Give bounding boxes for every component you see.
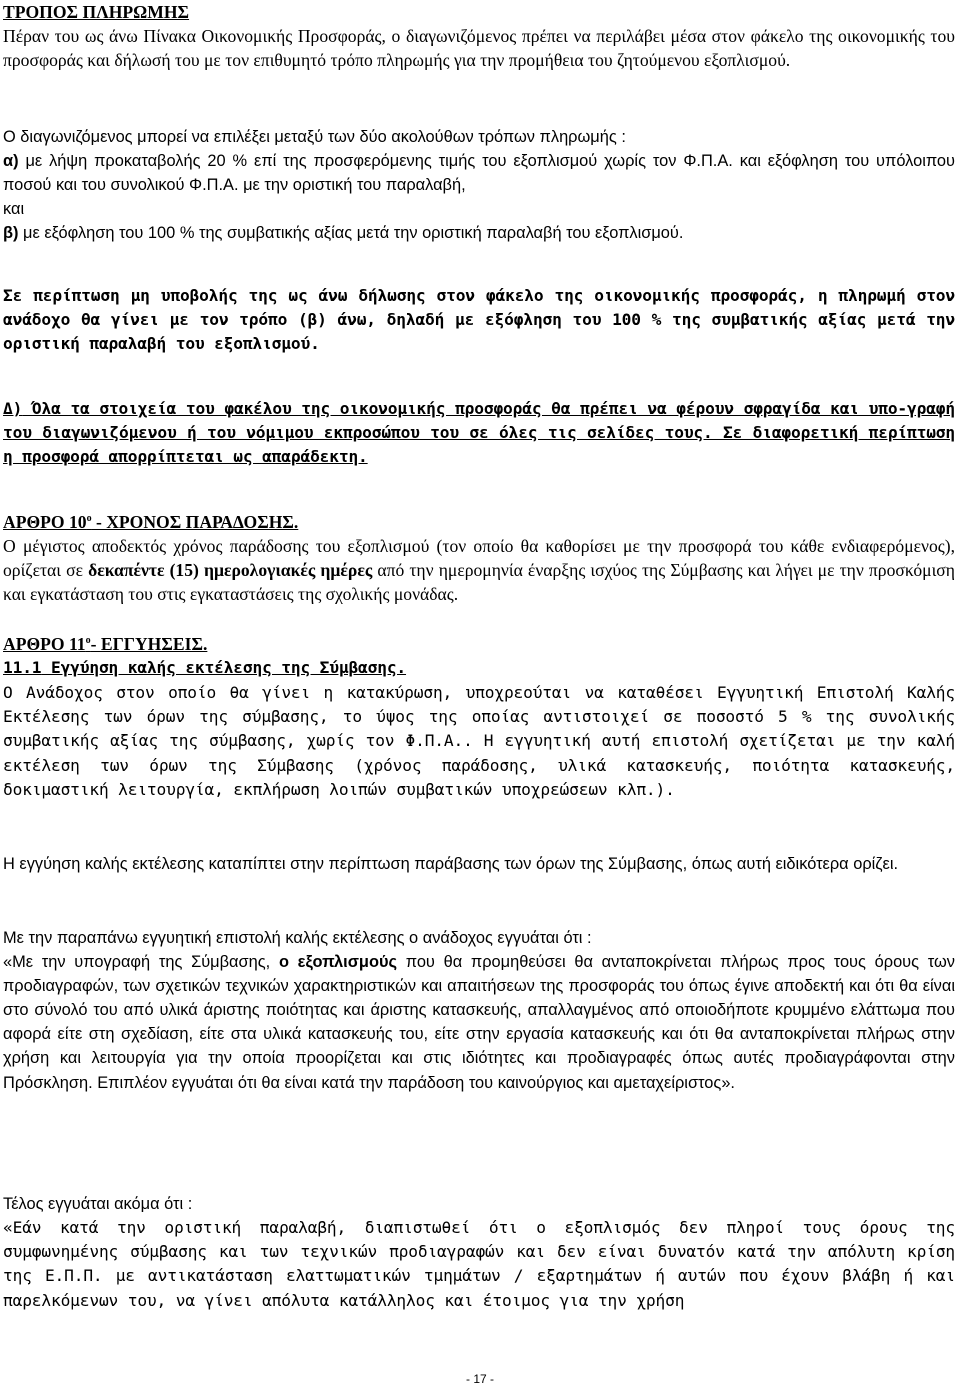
article-11-heading-suffix: - ΕΓΓΥΗΣΕΙΣ. <box>90 634 208 654</box>
no-declaration-paragraph <box>3 284 955 357</box>
guarantee-quote-2 <box>3 1216 955 1313</box>
quote1-before: «Με την υπογραφή της Σύμβασης, <box>3 953 279 972</box>
payment-intro-paragraph: Πέραν του ως άνω Πίνακα Οικονομικής Προσφοράς, ο διαγωνιζόμενος πρέπει να περιλάβει μέσα στον φάκελο της οικονομικής του προσφοράς και δήλωσή του με τον επιθυμητό τρόπο πληρωμής για την προμήθεια του ζητούμενου εξοπλισμού. <box>3 26 955 71</box>
article-11-paragraph-3 <box>3 926 955 1095</box>
guarantee-quote-1 <box>3 950 955 1095</box>
option-a-text: με λήψη προκαταβολής 20 % επί της προσφερόμενης τιμής του εξοπλισμού χωρίς τον Φ.Π.Α. και εξόφληση του υπόλοιπου ποσού και του συνολικού Φ.Π.Α. με την οριστική του παραλαβή, <box>3 152 955 195</box>
payment-options-block <box>3 125 955 245</box>
article-11-heading-sup: ο <box>85 635 91 646</box>
section-d-text <box>3 397 955 470</box>
payment-option-b <box>3 221 955 245</box>
article-10-text-after: από την ημερομηνία έναρξης ισχύος της Σύμβασης και λήγει με την προσκόμιση και εγκατάσταση του στις εγκαταστάσεις της σχολικής μονάδας. <box>3 560 955 605</box>
article-11-subheading-num: 11.1 <box>3 658 42 677</box>
article-10-heading <box>3 510 955 534</box>
article-10-text-before: Ο μέγιστος αποδεκτός χρόνος παράδοσης του εξοπλισμού (τον οποίο θα καθορίσει με την προσφορά του κάθε ενδιαφερόμενος), ορίζεται σε <box>3 536 955 581</box>
payment-option-a <box>3 149 955 197</box>
article-10-heading-prefix: ΑΡΘΡΟ 10 <box>3 512 87 532</box>
quote1-after: που θα προμηθεύσει θα ανταποκρίνεται πλήρως προς τους όρους των προδιαγραφών, των σχετικών τεχνικών χαρακτηριστικών και απαιτήσεων της προσφοράς του όπως έγινε αποδεκτή και ότι θα είναι στο σύνολό του από υλικά άριστης ποιότητας και άριστης κατασκευής, απαλλαγμένος από οποιοδήποτε κρυμμένο ελάττωμα που αφορά είτε στη σχεδίαση, είτε στα υλικά κατασκευής του, είτε στην εργασία κατασκευής και ότι θα ανταποκρίνεται πλήρως στην χρήση και λειτουργία για την οποία προορίζεται και στις ιδιότητες και προδιαγραφές όπως αυτές προδιαγράφονται στην Πρόσκληση. Επιπλέον εγγυάται ότι θα είναι κατά την παράδοση του καινούργιος και αμεταχείριστος». <box>3 953 955 1092</box>
article-11-heading-prefix: ΑΡΘΡΟ 11 <box>3 634 86 654</box>
quote2-text: «Εάν κατά την οριστική παραλαβή, διαπιστωθεί ότι ο εξοπλισμός δεν πληροί τους όρους της συμφωνημένης σύμβασης και των τεχνικών προδιαγραφών και δεν είναι δυνατόν κατά την απόλυτη κρίση της Ε.Π.Π. με αντικατάσταση ελαττωματικών τμημάτων / εξαρτημάτων ή αυτών που έχουν βλάβη ή και παρελκόμενων του, να γίνει απόλυτα κατάλληλος και έτοιμος για την χρήση <box>3 1218 955 1310</box>
article-11-subheading-line <box>3 656 955 680</box>
payment-method-heading: ΤΡΟΠΟΣ ΠΛΗΡΩΜΗΣ <box>3 2 190 22</box>
section-d-label: Δ) <box>3 399 23 418</box>
section-d-body: Όλα τα στοιχεία του φακέλου της οικονομικής προσφοράς θα πρέπει να φέρουν σφραγίδα και υπο-γραφή του διαγωνιζόμενου ή του νόμιμου εκπροσώπου του σε όλες τις σελίδες τους. Σε διαφορετική περίπτωση η προσφορά απορρίπτεται ως απαράδεκτη. <box>3 399 955 467</box>
payment-method-section <box>3 0 955 72</box>
quote1-bold: ο εξοπλισμούς <box>278 953 398 972</box>
payment-choice-intro: Ο διαγωνιζόμενος μπορεί να επιλέξει μεταξύ των δύο ακολούθων τρόπων πληρωμής : <box>3 128 626 146</box>
article-11-paragraph-1 <box>3 681 955 802</box>
page-number: - 17 - <box>465 1372 494 1386</box>
article-11-p4-intro: Τέλος εγγυάται ακόμα ότι : <box>3 1195 193 1213</box>
article-11-paragraph-4 <box>3 1192 955 1216</box>
no-declaration-text: Σε περίπτωση μη υποβολής της ως άνω δήλωσης στον φάκελο της οικονομικής προσφοράς, η πληρωμή στον ανάδοχο θα γίνει με τον τρόπο (β) άνω, δηλαδή με εξόφληση του 100 % της συμβατικής αξίας μετά την οριστική παραλαβή του εξοπλισμού. <box>3 286 955 354</box>
article-11-subheading-text: Εγγύηση καλής εκτέλεσης της Σύμβασης. <box>41 658 407 677</box>
payment-conjunction: και <box>3 200 25 219</box>
article-11-p3-intro: Με την παραπάνω εγγυητική επιστολή καλής εκτέλεσης ο ανάδοχος εγγυάται ότι : <box>3 929 592 947</box>
article-10-text-bold: δεκαπέντε (15) ημερολογιακές ημέρες <box>88 560 373 581</box>
option-b-label: β) <box>3 224 19 243</box>
option-b-text: με εξόφληση του 100 % της συμβατικής αξίας μετά την οριστική παραλαβή του εξοπλισμού. <box>18 224 684 243</box>
article-11-p2-text: Η εγγύηση καλής εκτέλεσης καταπίπτει στην περίπτωση παράβασης των όρων της Σύμβασης, όπως αυτή ειδικότερα ορίζει. <box>3 855 899 873</box>
article-11-subheading <box>3 656 955 680</box>
option-a-label: α) <box>3 152 19 171</box>
article-10-heading-suffix: - ΧΡΟΝΟΣ ΠΑΡΑΔΟΣΗΣ. <box>91 512 299 532</box>
article-11-heading-block <box>3 632 955 656</box>
article-10-heading-sup: ο <box>86 513 92 524</box>
section-d-paragraph <box>3 397 955 470</box>
article-10-section <box>3 510 955 606</box>
article-10-paragraph <box>3 534 955 606</box>
article-11-paragraph-2 <box>3 852 955 876</box>
article-11-heading <box>3 632 955 656</box>
article-11-p1-text: Ο Ανάδοχος στον οποίο θα γίνει η κατακύρωση, υποχρεούται να καταθέσει Εγγυητική Επιστολή Καλής Εκτέλεσης των όρων της σύμβασης, το ύψος της οποίας αντιστοιχεί σε ποσοστό 5 % της συνολικής συμβατικής αξίας της σύμβασης, χωρίς τον Φ.Π.Α.. Η εγγυητική αυτή επιστολή σχετίζεται με την καλή εκτέλεση των όρων της Σύμβασης (χρόνος παράδοσης, υλικά κατασκευής, ποιότητα κατασκευής, δοκιμαστική λειτουργία, εκπλήρωση λοιπών συμβατικών υποχρεώσεων κλπ.). <box>3 683 955 799</box>
